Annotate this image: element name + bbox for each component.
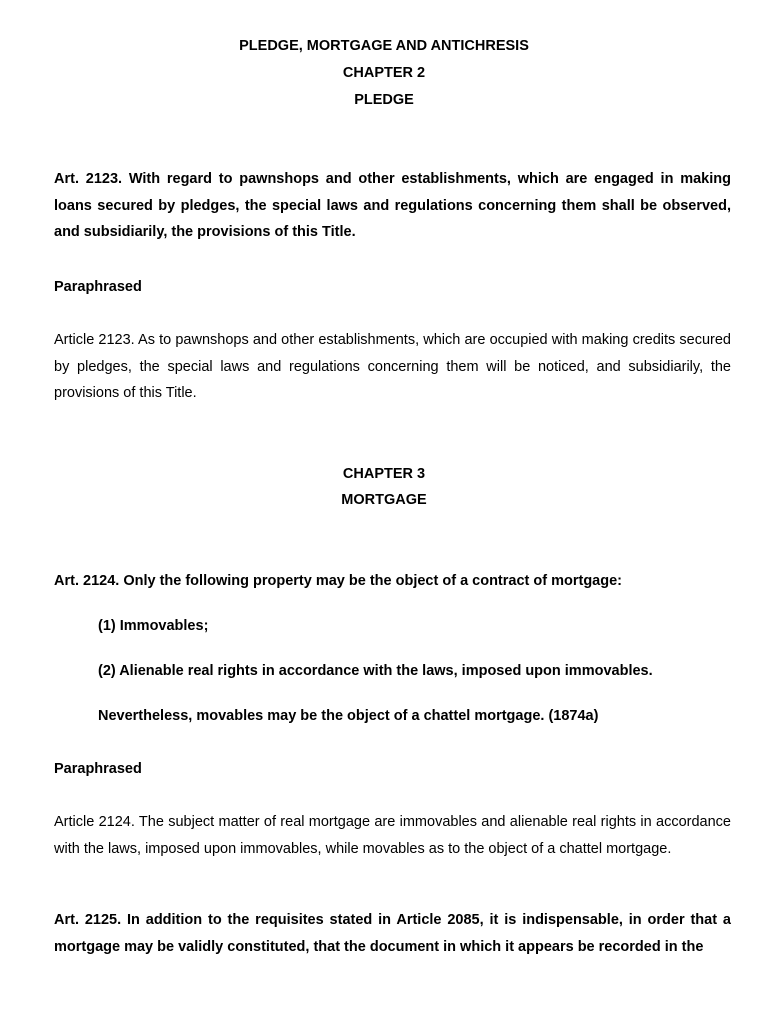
article-2124-paraphrased-heading: Paraphrased	[54, 761, 142, 777]
article-2124-item-1: (1) Immovables;	[98, 618, 209, 634]
article-2123-paraphrased-text: Article 2123. As to pawnshops and other establishments, which are occupied with making credits secured by pledges, the special laws and regulations concerning them will be noticed, and subsidiarily, the provisions of this Title.	[54, 332, 731, 402]
article-2124-paraphrased-text: Article 2124. The subject matter of real mortgage are immovables and alienable real rights in accordance with the laws, imposed upon immovables, while movables as to the object of a chattel mortgage.	[54, 814, 731, 857]
chapter-2-heading: CHAPTER 2	[342, 65, 426, 81]
article-2123-text: Art. 2123. With regard to pawnshops and other establishments, which are engaged in making loans secured by pledges, the special laws and regulations concerning them shall be observed, and subsidiarily, the provisions of this Title.	[54, 171, 731, 241]
chapter-3-heading: CHAPTER 3	[342, 466, 426, 482]
article-2124-text: Art. 2124. Only the following property may be the object of a contract of mortgage:	[54, 573, 622, 589]
mortgage-heading: MORTGAGE	[341, 492, 427, 508]
pledge-heading: PLEDGE	[354, 92, 414, 108]
article-2123-paraphrased-heading: Paraphrased	[54, 279, 142, 295]
article-2125-text: Art. 2125. In addition to the requisites stated in Article 2085, it is indispensable, in order that a mortgage may be validly constituted, that the document in which it appears be recorded in the	[54, 912, 731, 955]
article-2124-item-2: (2) Alienable real rights in accordance with the laws, imposed upon immovables.	[98, 663, 653, 679]
article-2124-note: Nevertheless, movables may be the object of a chattel mortgage. (1874a)	[98, 708, 599, 724]
document-title: PLEDGE, MORTGAGE AND ANTICHRESIS	[239, 38, 529, 54]
